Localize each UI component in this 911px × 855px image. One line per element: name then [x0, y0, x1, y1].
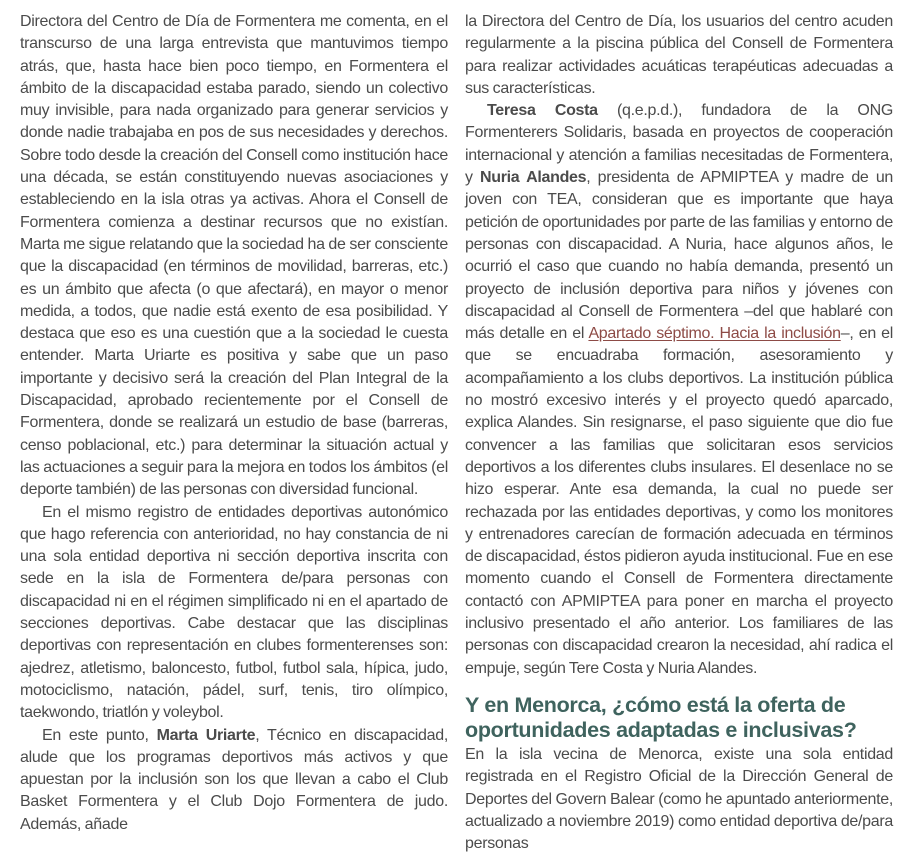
paragraph	[465, 100, 893, 680]
paragraph	[465, 744, 893, 855]
text-run: Y en Menorca, ¿cómo está la oferta de oportunidades adaptadas e inclusivas?	[465, 692, 857, 742]
paragraph	[20, 725, 448, 836]
text-run: , Técnico en discapacidad, alude que los programas deportivos más activos y que apuestan por la inclusión son los que llevan a cabo el Club Basket Formentera y el Club Dojo Formentera de judo. Además, añade	[20, 726, 448, 833]
text-run: En la isla vecina de Menorca, existe una sola entidad registrada en el Registro Oficial de la Dirección General de Deportes del Govern Balear (como he apuntado anteriormente, actualizado a noviembre 2019) como entidad deportiva de/para personas	[465, 745, 893, 853]
text-run: En el mismo registro de entidades deportivas autonómico que hago referencia con anterioridad, no hay constancia de ni una sola entidad deportiva ni sección deportiva inscrita con sede en la isla de Formentera de/para personas con discapacidad ni en el régimen simplificado ni en el apartado de secciones deportivas. Cabe destacar que las disciplinas deportivas con representación en clubes formenterenses son: ajedrez, atletismo, baloncesto, futbol, futbol sala, hípica, judo, motociclismo, natación, pádel, surf, tenis, tiro olímpico, taekwondo, triatlón y voleybol.	[20, 503, 448, 722]
left-column	[20, 11, 448, 833]
paragraph	[20, 502, 448, 725]
paragraph	[465, 11, 893, 100]
section-heading	[465, 693, 893, 743]
bold-name: Marta Uriarte	[156, 726, 256, 744]
text-run: (q.e.p.d.), fundadora de la ONG Formenterers Solidaris, basada en proyectos de cooperación internacional y atención a familias necesitadas de Formentera, y	[465, 102, 893, 187]
text-run: En este punto,	[42, 726, 157, 744]
bold-name: Teresa Costa	[487, 102, 598, 120]
bold-name: Nuria Alandes	[480, 169, 587, 187]
text-run: –, en el que se encuadraba formación, asesoramiento y acompañamiento a los clubs deportivos. La institución pública no mostró excesivo interés y el proyecto quedó aparcado, explica Alandes. Sin resignarse, el paso siguiente que dio fue convencer a las familias que solicitaran esos servicios deportivos a los diferentes clubs insulares. El desenlace no se hizo esperar. Ante esa demanda, la cual no puede ser rechazada por las entidades deportivas, y como los monitores y entrenadores carecían de formación adecuada en términos de discapacidad, éstos pidieron ayuda institucional. Fue en ese momento cuando el Consell de Formentera directamente contactó con APMIPTEA para poner en marcha el proyecto inclusivo presentado el año anterior. Los familiares de las personas con discapacidad crearon la necesidad, ahí radica el empuje, según Tere Costa y Nuria Alandes.	[465, 325, 893, 677]
paragraph	[20, 11, 448, 502]
right-column	[465, 11, 894, 853]
text-run: Directora del Centro de Día de Formentera me comenta, en el transcurso de una larga entrevista que mantuvimos tiempo atrás, que, hasta hace bien poco tiempo, en Formentera el ámbito de la discapacidad estaba parado, siendo un colectivo muy invisible, para nada organizado para generar servicios y donde nadie trabajaba en pos de sus necesidades y derechos. Sobre todo desde la creación del Consell como institución hace una década, se están constituyendo nuevas asociaciones y estableciendo en la isla otras ya activas. Ahora el Consell de Formentera comienza a destinar recursos que no existían. Marta me sigue relatando que la sociedad ha de ser consciente que la discapacidad (en términos de movilidad, barreras, etc.) es un ámbito que afecta (o que afectará), en mayor o menor medida, a todos, que nadie está exento de esa posibilidad. Y destaca que eso es una cuestión que a la sociedad le cuesta entender. Marta Uriarte es positiva y sabe que un paso importante y decisivo será la creación del Plan Integral de la Discapacidad, aprobado recientemente por el Consell de Formentera, donde se realizará un estudio de base (barreras, censo poblacional, etc.) para determinar la situación actual y las actuaciones a seguir para la mejora en todos los ámbitos (el deporte también) de las personas con diversidad funcional.	[20, 13, 448, 499]
text-run: , presidenta de APMIPTEA y madre de un joven con TEA, consideran que es importante que haya petición de oportunidades por parte de las familias y entorno de personas con discapacidad. A Nuria, hace algunos años, le ocurrió el caso que cuando no había demanda, presentó un proyecto de inclusión deportiva para niños y jóvenes con discapacidad al Consell de Formentera –del que hablaré con más detalle en el	[465, 169, 894, 343]
text-run: la Directora del Centro de Día, los usuarios del centro acuden regularmente a la piscina pública del Consell de Formentera para realizar actividades acuáticas terapéuticas adecuadas a sus características.	[465, 13, 893, 97]
apartado-septimo-link[interactable]: Apartado séptimo. Hacia la inclusión	[588, 325, 841, 343]
